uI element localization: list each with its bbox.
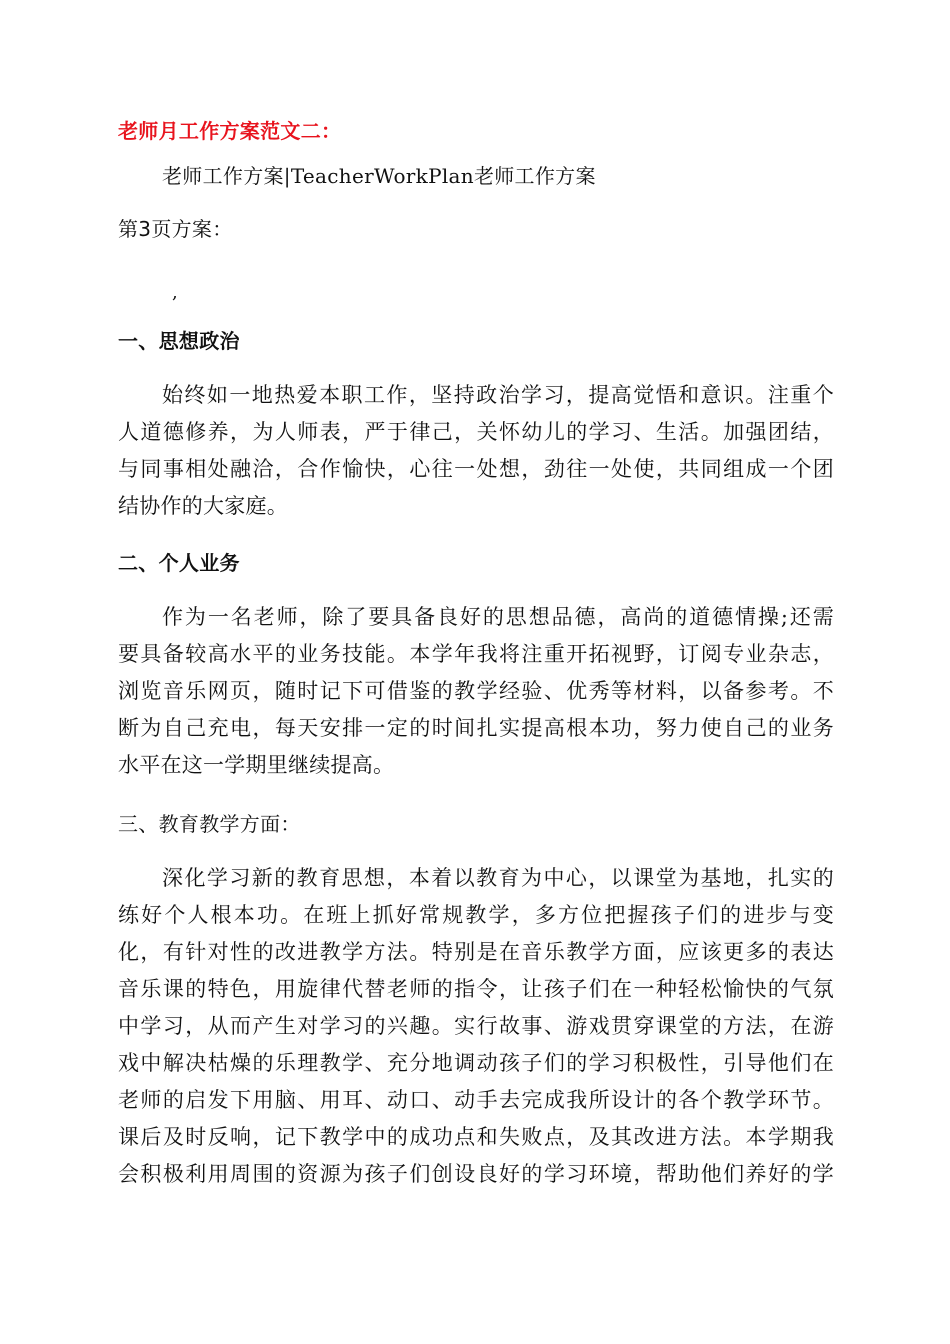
paragraph-line: 中学习，从而产生对学习的兴趣。实行故事、游戏贯穿课堂的方法，在游 xyxy=(118,1014,834,1038)
section-heading-teaching: 三、教育教学方面： xyxy=(118,812,301,836)
paragraph-line: 会积极利用周围的资源为孩子们创设良好的学习环境，帮助他们养好的学 xyxy=(118,1162,834,1186)
paragraph-line: 与同事相处融洽，合作愉快，心往一处想，劲往一处使，共同组成一个团 xyxy=(118,457,834,481)
paragraph-line: 化，有针对性的改进教学方法。特别是在音乐教学方面，应该更多的表达 xyxy=(118,940,834,964)
paragraph-line: 结协作的大家庭。 xyxy=(118,494,288,518)
paragraph-line: 作为一名老师，除了要具备良好的思想品德，高尚的道德情操;还需 xyxy=(162,605,834,629)
paragraph-line: 深化学习新的教育思想，本着以教育为中心，以课堂为基地，扎实的 xyxy=(162,866,834,890)
paragraph-line: 练好个人根本功。在班上抓好常规教学，多方位把握孩子们的进步与变 xyxy=(118,903,834,927)
paragraph-line: 课后及时反响，记下教学中的成功点和失败点，及其改进方法。本学期我 xyxy=(118,1125,834,1149)
paragraph-line: 水平在这一学期里继续提高。 xyxy=(118,753,395,777)
paragraph-line: 老师的启发下用脑、用耳、动口、动手去完成我所设计的各个教学环节。 xyxy=(118,1088,834,1112)
paragraph-line: 始终如一地热爱本职工作，坚持政治学习，提高觉悟和意识。注重个 xyxy=(162,383,834,407)
section-heading-business: 二、个人业务 xyxy=(118,551,240,575)
section-body-politics xyxy=(118,377,834,525)
paragraph-line: 浏览音乐网页，随时记下可借鉴的教学经验、优秀等材料，以备参考。不 xyxy=(118,679,834,703)
stray-mark: , xyxy=(172,282,179,303)
page-label: 第3页方案： xyxy=(118,217,233,241)
paragraph-line: 戏中解决枯燥的乐理教学、充分地调动孩子们的学习积极性，引导他们在 xyxy=(118,1051,834,1075)
paragraph-line: 人道德修养，为人师表，严于律己，关怀幼儿的学习、生活。加强团结， xyxy=(118,420,834,444)
section-body-business xyxy=(118,599,834,784)
section-body-teaching xyxy=(118,860,834,1193)
section-heading-politics: 一、思想政治 xyxy=(118,329,240,353)
paragraph-line: 音乐课的特色，用旋律代替老师的指令，让孩子们在一种轻松愉快的气氛 xyxy=(118,977,834,1001)
document-title: 老师月工作方案范文二： xyxy=(118,119,342,143)
document-subtitle: 老师工作方案|TeacherWorkPlan老师工作方案 xyxy=(162,164,596,188)
paragraph-line: 要具备较高水平的业务技能。本学年我将注重开拓视野，订阅专业杂志， xyxy=(118,642,834,666)
paragraph-line: 断为自己充电，每天安排一定的时间扎实提高根本功，努力使自己的业务 xyxy=(118,716,834,740)
